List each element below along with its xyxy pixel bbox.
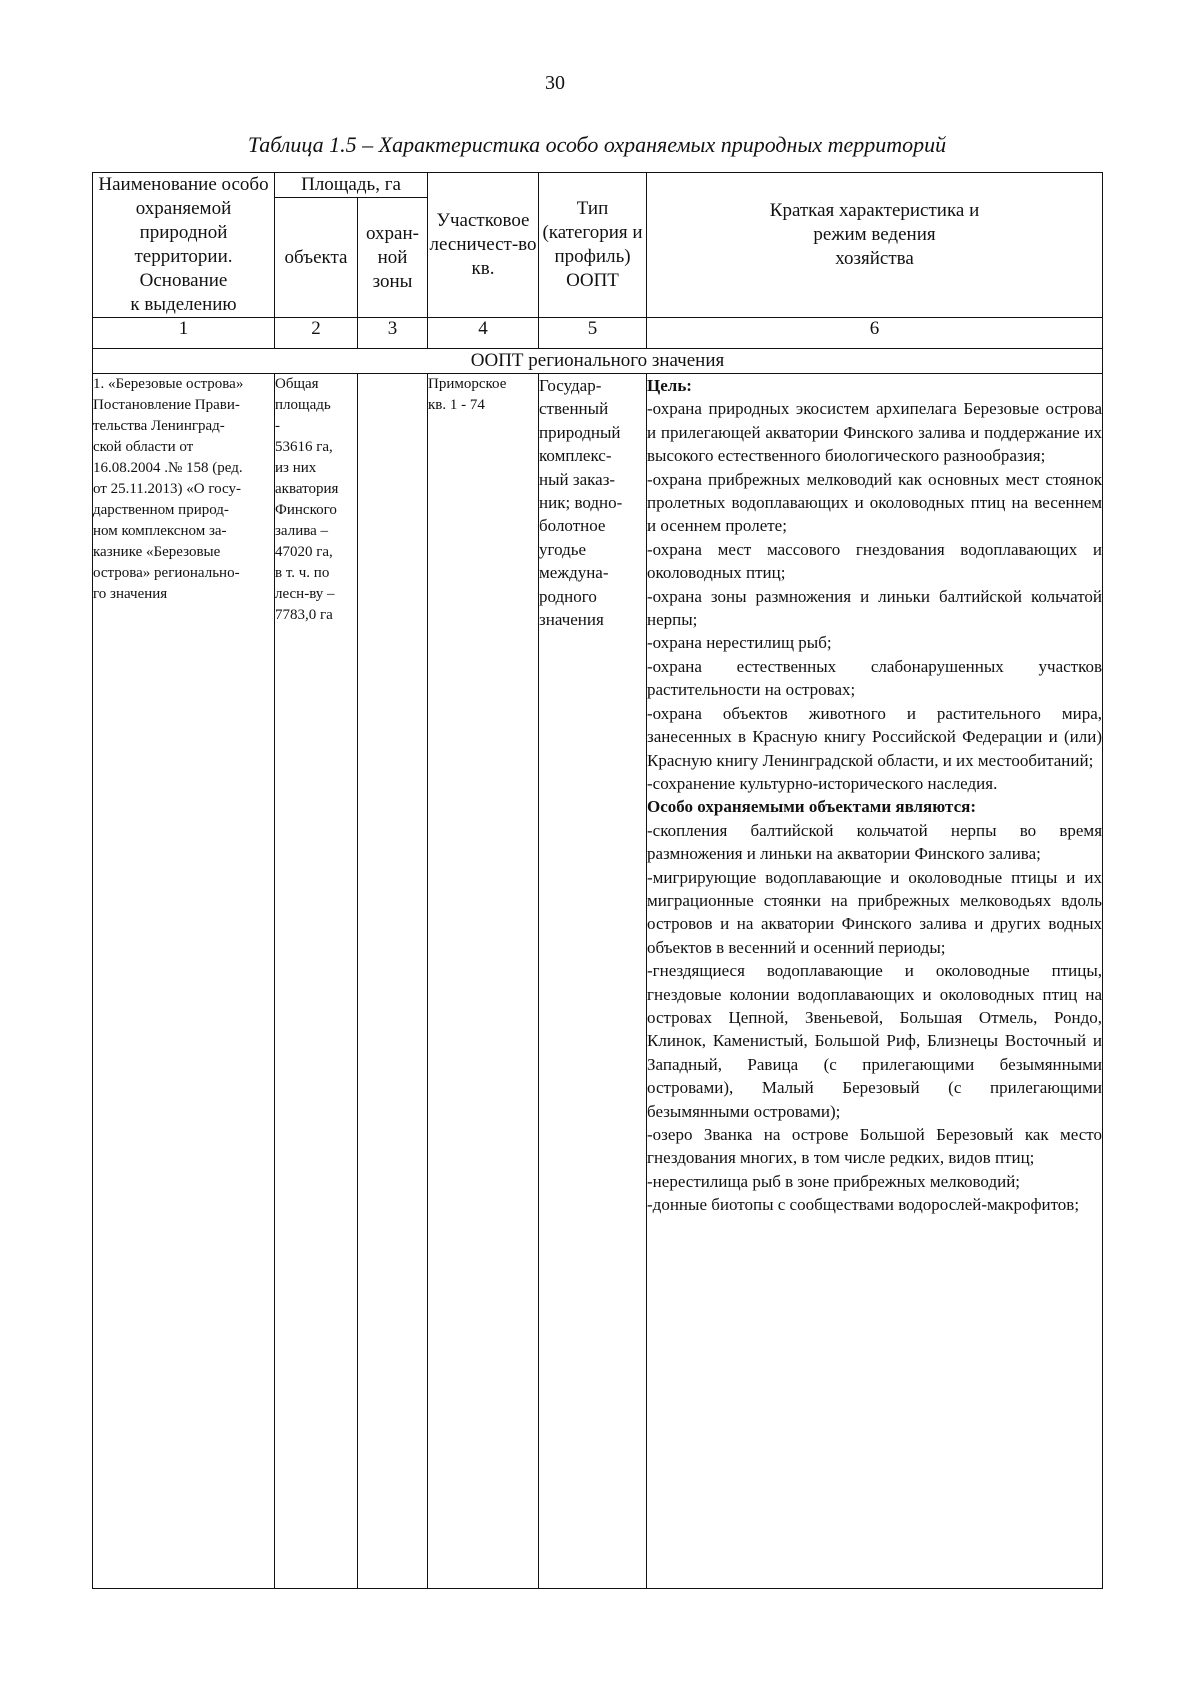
text-line: природной — [139, 222, 228, 243]
column-number: 5 — [539, 318, 647, 349]
list-item: -охрана мест массового гнездования водоплавающих и околоводных птиц; — [647, 539, 1103, 583]
text-line: Приморское — [428, 376, 507, 392]
list-item: -озеро Званка на острове Большой Березовый как место гнездования многих, в том числе редких, видов птиц; — [647, 1125, 1103, 1168]
text-line: родного — [539, 586, 597, 606]
text-line: 16.08.2004 .№ 158 (ред. — [93, 460, 243, 476]
text-line: акватория — [275, 481, 339, 497]
list-item: -охрана природных экосистем архипелага Березовые острова и прилегающей акватории Финского залива и поддержание их высокого естественного биологического разнообразия; — [647, 399, 1103, 466]
text-line: значения — [539, 610, 604, 630]
text-line: хозяйства — [835, 248, 914, 269]
text-line: охраняемой — [135, 198, 232, 219]
text-line: площадь — [275, 397, 331, 413]
text-line: ный заказ- — [539, 469, 616, 489]
cell-type — [539, 374, 647, 1589]
text-line: Финского — [275, 502, 337, 518]
list-item: -скопления балтийской кольчатой нерпы во время размножения и линьки на акватории Финского залива; — [647, 820, 1103, 864]
list-item: -гнездящиеся водоплавающие и околоводные птицы, гнездовые колонии водоплавающих и околоводных птиц на островах Цепной, Звеньевой, Большая Отмель, Рондо, Клинок, Каменистый, Большой Риф, Близнецы Восточный и Западный, Равица (с прилегающими безымянными островами), Малый Березовый (с прилегающими безымянными островами); — [647, 961, 1103, 1121]
text-line: Государ- — [539, 376, 602, 395]
objects-list — [647, 819, 1102, 1217]
header-forestry-text — [428, 209, 538, 281]
header-name-text — [93, 173, 274, 317]
header-area-zone — [358, 198, 428, 318]
objects-title: Особо охраняемыми объектами являются: — [647, 797, 976, 817]
text-line: (категория и — [542, 222, 643, 243]
cell-area-text — [275, 374, 357, 626]
cell-forestry-text — [428, 374, 538, 416]
column-number: 2 — [275, 318, 358, 349]
text-line: в т. ч. по — [275, 565, 330, 581]
list-item: -охрана объектов животного и растительного мира, занесенных в Красную книгу Российской Федерации и (или) Красную книгу Ленинградской области, и их местообитаний; — [647, 703, 1103, 770]
text-line: Краткая характеристика и — [769, 200, 980, 221]
header-area-zone-text — [358, 222, 427, 294]
header-type — [539, 173, 647, 318]
cell-name-text — [93, 374, 274, 605]
cell-description — [647, 374, 1103, 1589]
list-item: -охрана прибрежных мелководий как основных мест стоянок пролетных водоплавающих и околоводных птиц на весеннем и осеннем пролете; — [647, 469, 1103, 536]
text-line: профиль) — [554, 246, 631, 267]
header-forestry — [428, 173, 539, 318]
text-line: кв. — [471, 258, 495, 279]
header-area: Площадь, га — [275, 173, 428, 198]
list-item: -мигрирующие водоплавающие и околоводные птицы и их миграционные стоянки на прибрежных мелководьях вдоль островов и на акватории Финского залива и других водных объектов в весенний и осенний периоды; — [647, 867, 1103, 957]
text-line: ООПТ — [566, 270, 619, 291]
list-item: -охрана зоны размножения и линьки балтийской кольчатой нерпы; — [647, 586, 1103, 630]
text-line: ник; водно- — [539, 493, 623, 513]
text-line: ственный — [539, 399, 609, 419]
goal-title: Цель: — [647, 376, 692, 395]
header-area-object: объекта — [275, 198, 358, 318]
text-line: Участковое — [436, 210, 530, 231]
column-number: 1 — [93, 318, 275, 349]
column-number: 6 — [647, 318, 1103, 349]
list-item: -охрана естественных слабонарушенных участков растительности на островах; — [647, 656, 1103, 700]
text-line: кв. 1 - 74 — [428, 397, 485, 413]
text-line: ной зоны — [372, 246, 413, 292]
text-line: - — [275, 418, 280, 434]
list-item: -донные биотопы с сообществами водорослей-макрофитов; — [647, 1195, 1080, 1215]
cell-forestry — [428, 374, 539, 1589]
text-line: Постановление Прави- — [93, 397, 240, 413]
text-line: казнике «Березовые — [93, 544, 221, 560]
text-line: режим ведения — [813, 224, 936, 245]
cell-type-text — [539, 374, 646, 631]
text-line: тельства Ленинград- — [93, 418, 225, 434]
section-header: ООПТ регионального значения — [93, 349, 1103, 374]
text-line: 53616 га, — [275, 439, 333, 455]
list-item: -сохранение культурно-исторического наследия. — [647, 773, 998, 793]
text-line: острова» регионально- — [93, 565, 240, 581]
cell-area — [275, 374, 358, 1589]
goal-list — [647, 397, 1102, 795]
text-line: от 25.11.2013) «О госу- — [93, 481, 241, 497]
list-item: -охрана нерестилищ рыб; — [647, 633, 832, 653]
column-number: 3 — [358, 318, 428, 349]
text-line: междуна- — [539, 563, 609, 583]
text-line: из них — [275, 460, 317, 476]
column-number: 4 — [428, 318, 539, 349]
header-description — [647, 173, 1103, 318]
text-line: охран- — [366, 222, 419, 244]
header-type-text — [539, 197, 646, 293]
text-line: ской области от — [93, 439, 194, 455]
header-name — [93, 173, 275, 318]
text-line: лесничест-во — [429, 234, 537, 255]
text-line: болотное — [539, 516, 606, 536]
text-line: территории. — [134, 246, 233, 267]
text-line: угодье — [539, 539, 587, 559]
header-description-text — [647, 199, 1102, 271]
text-line: Основание — [139, 270, 228, 291]
text-line: 47020 га, — [275, 544, 333, 560]
text-line: 7783,0 га — [275, 607, 333, 623]
text-line: дарственном природ- — [93, 502, 229, 518]
text-line: залива – — [275, 523, 329, 539]
page-number: 30 — [545, 72, 565, 94]
text-line: 1. «Березовые острова» — [93, 376, 244, 392]
text-line: го значения — [93, 586, 168, 602]
text-line: лесн-ву – — [275, 586, 335, 602]
table-caption: Таблица 1.5 – Характеристика особо охраняемых природных территорий — [247, 132, 947, 157]
text-line: к выделению — [130, 294, 237, 315]
text-line: Тип — [576, 198, 609, 219]
text-line: Наименование особо — [98, 174, 269, 195]
protected-areas-table — [92, 172, 1103, 1589]
cell-name — [93, 374, 275, 1589]
text-line: ном комплексном за- — [93, 523, 227, 539]
text-line: природный — [539, 422, 621, 442]
text-line: комплекс- — [539, 446, 612, 466]
text-line: Общая — [275, 376, 319, 392]
list-item: -нерестилища рыб в зоне прибрежных мелководий; — [647, 1171, 1021, 1191]
cell-zone — [358, 374, 428, 1589]
